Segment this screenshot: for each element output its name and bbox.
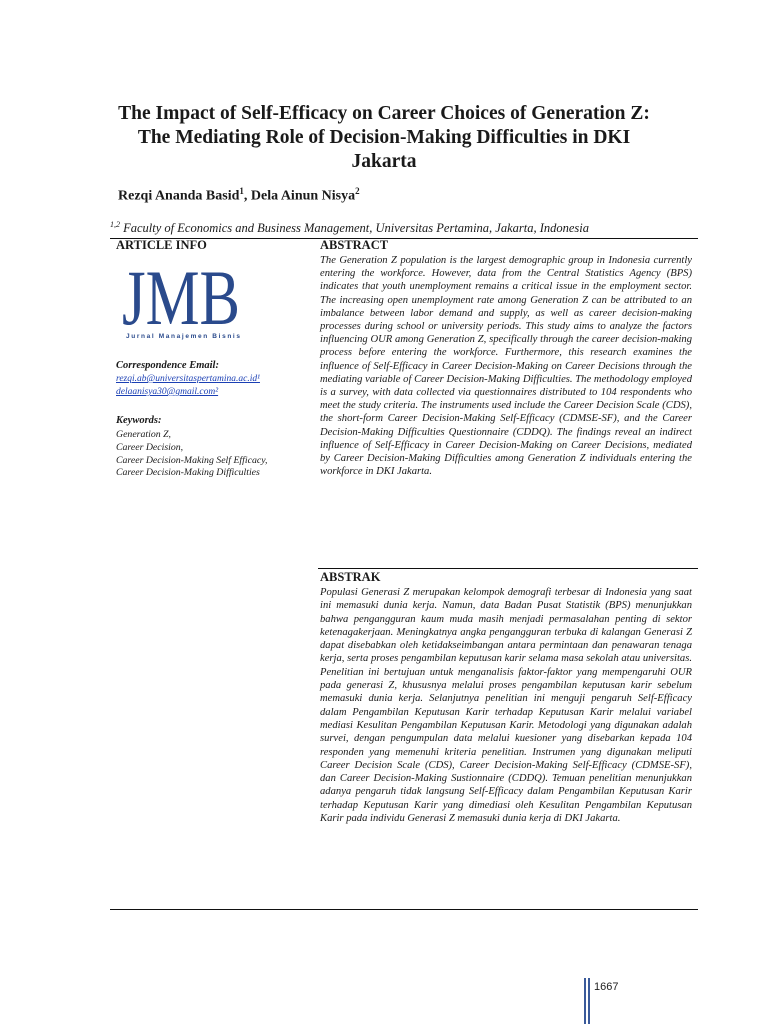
author-separator: , — [243, 188, 251, 204]
abstrak-heading: ABSTRAK — [320, 570, 381, 584]
email-link[interactable]: rezqi.ab@universitaspertamina.ac.id¹ — [116, 374, 260, 384]
affiliation-mark: 1,2 — [110, 220, 120, 229]
correspondence-label: Correspondence Email: — [116, 360, 219, 371]
author-affiliation-mark: 2 — [355, 186, 360, 196]
keywords-list — [116, 429, 267, 480]
page-number: 1667 — [594, 981, 619, 993]
footer-accent-bar — [584, 978, 586, 1024]
abstrak-section — [320, 570, 692, 825]
keywords-label: Keywords: — [116, 415, 162, 426]
logo-letters: JMB — [122, 262, 240, 341]
journal-logo — [116, 262, 246, 344]
abstract-text: The Generation Z population is the largest demographic group in Indonesia currently entering the workforce. However, data from the Central Statistics Agency (BPS) indicates that youth unemployment remains a critical issue in the employment sector. The increasing open unemployment rate among Generation Z can be attributed to an imbalance between labor demand and supply, as well as career decision-making processes during school or university periods. This study aims to analyze the factors influencing OUR among Generation Z, specifically through the career decision-making process before entering the workforce. Furthermore, this research examines the influence of Self-Efficacy in Career Decision-Making on Career Decisions through the mediating variable of Career Decision-Making Difficulties. The methodology employed is a survey, with data collected via questionnaires distributed to 104 respondents who meet the study criteria. The instruments used include the Career Decision Scale (CDS), the short-form Career Decision-Making Self-Efficacy (CDMSE-SF), and the Career Decision-Making Difficulties Questionnaire (CDDQ). The findings reveal an indirect influence of Self-Efficacy in Career Decision-Making on Career Decisions, mediated by Career Decision-Making Difficulties among Generation Z individuals entering the workforce in DKI Jakarta. — [320, 255, 692, 478]
title-line-3: Jakarta — [351, 151, 417, 172]
email-link[interactable]: delaanisya30@gmail.com² — [116, 387, 219, 397]
keyword-item: Career Decision-Making Difficulties — [116, 467, 260, 479]
title-line-2: The Mediating Role of Decision-Making Difficulties in DKI — [137, 127, 631, 148]
keyword-item: Career Decision-Making Self Efficacy, — [116, 454, 268, 466]
abstrak-text: Populasi Generasi Z merupakan kelompok demografi terbesar di Indonesia yang saat ini memasuki dunia kerja. Namun, data Badan Pusat Statistik (BPS) menunjukkan bahwa pengangguran kaum muda masih menjadi permasalahan penting di sektor ketenagakerjaan. Meningkatnya angka pengangguran terbuka di kalangan Generasi Z dapat disebabkan oleh ketidakseimbangan antara permintaan dan penawaran tenaga kerja, serta proses pengambilan keputusan karir selama masa sekolah atau universitas. Penelitian ini bertujuan untuk menganalisis faktor-faktor yang mempengaruhi OUR pada generasi Z, khususnya melalui proses pengambilan keputusan karir sebelum memasuki dunia kerja. Selanjutnya penelitian ini menguji pengaruh Self-Efficacy dalam Pengambilan Keputusan Karir terhadap Keputusan Karir melalui variabel mediasi Kesulitan Pengambilan Keputusan Karir. Metodologi yang digunakan adalah survei, dengan pengumpulan data melalui kuesioner yang disebarkan kepada 104 responden yang memenuhi kriteria penelitian. Instrumen yang digunakan meliputi Career Decision Scale (CDS), Career Decision-Making Self-Efficacy (CDMSE-SF), dan Career Decision-Making Sustionnaire (CDDQ). Temuan penelitian menunjukkan adanya pengaruh tidak langsung Self-Efficacy dalam Pengambilan Keputusan Karir terhadap Keputusan Karir yang dimediasi oleh Kesulitan Pengambilan Keputusan Karir pada individu Generasi Z memasuki dunia kerja di DKI Jakarta. — [320, 587, 692, 825]
author-affiliation-mark: 1 — [239, 186, 244, 196]
article-info-column — [116, 238, 306, 479]
jmb-logo-icon — [116, 262, 246, 344]
footer-accent-bar — [588, 978, 590, 1024]
affiliation — [110, 220, 710, 236]
article-info-heading: ARTICLE INFO — [116, 238, 207, 252]
abstract-heading: ABSTRACT — [320, 238, 389, 252]
paper-title — [100, 102, 668, 174]
author-list — [118, 186, 360, 205]
keyword-item: Career Decision, — [116, 441, 184, 453]
abstract-column — [320, 238, 692, 478]
logo-subtitle: Jurnal Manajemen Bisnis — [126, 333, 240, 340]
affiliation-text: Faculty of Economics and Business Management, Universitas Pertamina, Jakarta, Indonesia — [120, 221, 590, 236]
author-name: Rezqi Ananda Basid — [118, 188, 240, 204]
author-name: Dela Ainun Nisya — [250, 188, 356, 204]
title-line-1: The Impact of Self-Efficacy on Career Choices of Generation Z: — [118, 103, 650, 124]
footer-rule — [110, 909, 698, 910]
keyword-item: Generation Z, — [116, 429, 171, 440]
